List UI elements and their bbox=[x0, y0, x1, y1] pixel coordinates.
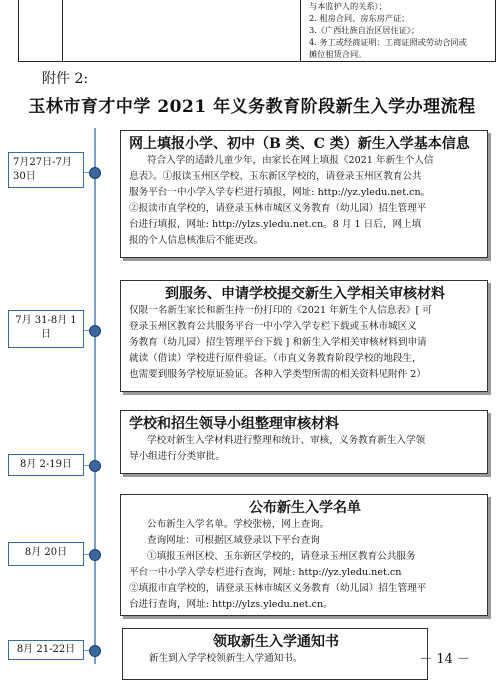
timeline-dot bbox=[89, 460, 101, 472]
step-body: 符合入学的适龄儿童少年，由家长在网上填报《2021 年新生个人信 息表》。①报读玉州区学校、玉东新区学校的，请登录玉州区教育公共 服务平台一中小学入学专栏进行填报，网址: http://yz.yledu.net.cn。 ②报读市直学校的，请登录玉林市城区义务教育（幼儿园）招生管理平 台进行填报，网址: http://ylzs.yledu.net.cn。8 月 1 日后，网上填 报的个人信息核准后不能更改。 bbox=[129, 155, 434, 246]
timeline-line bbox=[94, 128, 96, 664]
step-title: 公布新生入学名单 bbox=[249, 500, 361, 516]
timeline-dot bbox=[89, 549, 101, 561]
timeline-dot bbox=[89, 167, 101, 179]
page-number: － 14 － bbox=[419, 652, 470, 667]
step-body: 新生到入学学校领新生入学通知书。 bbox=[149, 653, 303, 664]
table-cell-empty bbox=[63, 0, 301, 61]
step-date: 8月 2-19日 bbox=[8, 454, 84, 476]
table-line: 3.《广西壮族自治区居住证》； bbox=[309, 25, 420, 35]
attachment-label: 附件 2: bbox=[42, 71, 89, 87]
step-box bbox=[120, 410, 488, 474]
table-line: 摊位租赁合同。 bbox=[309, 49, 367, 59]
table-line: 4. 务工或经商证明：工商证照或劳动合同或 bbox=[309, 37, 467, 47]
step-date: 8月 20日 bbox=[8, 542, 84, 566]
step-title: 学校和招生领导小组整理审核材料 bbox=[129, 416, 339, 432]
step-box bbox=[120, 494, 488, 616]
step-body: 公布新生入学名单。学校张榜，网上查询。 查询网址：可根据区域登录以下平台查询 ①填报玉州区校、玉东新区学校的，请登录玉州区教育公共服务 平台一中小学入学专栏进行查询，网址: http://yz.yledu.net.cn ②填报市直学校的，请登录玉林市城区义务教育（幼儿园）招生管理平 台进行查询，网址: http://ylzs.yledu.net.cn。 bbox=[129, 519, 427, 610]
step-box bbox=[122, 628, 428, 680]
step-title: 到服务、申请学校提交新生入学相关审核材料 bbox=[165, 286, 445, 302]
timeline-dot bbox=[89, 325, 101, 337]
timeline-dot bbox=[89, 645, 101, 657]
table-cell-requirements bbox=[309, 0, 495, 60]
step-body: 学校对新生入学材料进行整理和统计、审核，义务教育新生入学领 导小组进行分类审批。 bbox=[129, 435, 426, 462]
step-date: 8月 21-22日 bbox=[8, 640, 84, 660]
step-title: 网上填报小学、初中（B 类、C 类）新生入学基本信息 bbox=[129, 136, 470, 152]
step-box bbox=[120, 280, 488, 392]
table-line: 与本监护人的关系）； bbox=[309, 1, 387, 11]
step-date: 7月 31-8月 1日 bbox=[8, 310, 84, 348]
step-title: 领取新生入学通知书 bbox=[213, 634, 339, 650]
top-table-fragment bbox=[18, 0, 496, 62]
table-line: 2. 租房合同、房东房产证； bbox=[309, 13, 410, 23]
step-date: 7月27日-7月30日 bbox=[8, 152, 84, 188]
page-title: 玉林市育才中学 2021 年义务教育阶段新生入学办理流程 bbox=[28, 97, 476, 117]
step-body: 仅限一名新生家长和新生持一份打印的《2021 年新生个人信息表》[ 可 登录玉州区教育公共服务平台一中小学入学专栏下载或玉林市城区义 务教育（幼儿园）招生管理平台下载 ] 和新生入学相关审核材料到申请 就读（借读）学校进行原件验证。（市直义务教育阶段学校的地段生， 也需要到服务学校原证验证。各种入学类型所需的相关资料见附件 2） bbox=[129, 305, 432, 380]
table-cell-empty bbox=[19, 0, 63, 61]
step-box bbox=[120, 130, 488, 258]
